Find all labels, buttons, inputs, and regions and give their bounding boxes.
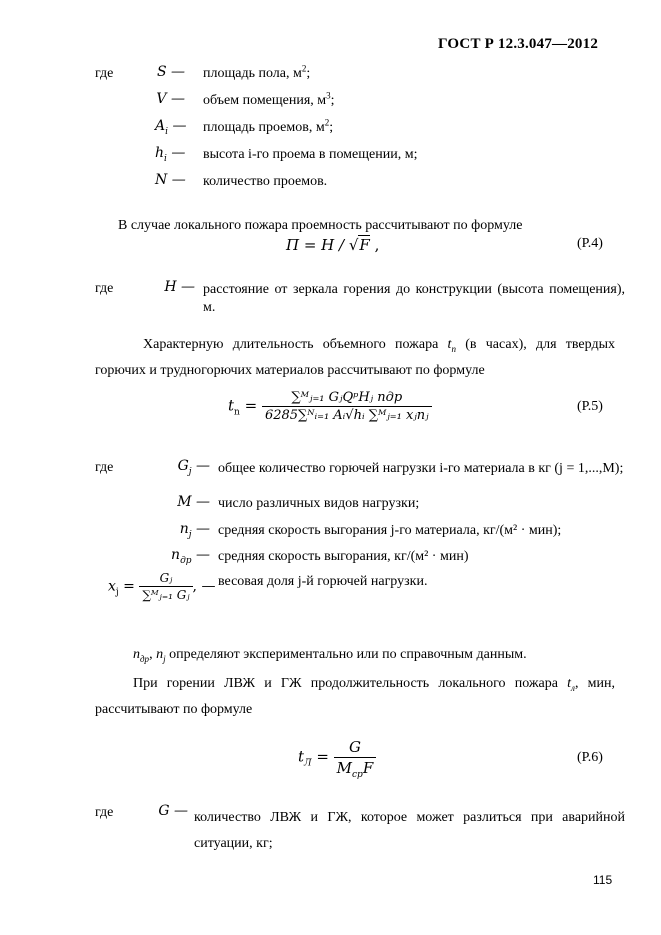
legend-text-xj: весовая доля j-й горючей нагрузки. bbox=[218, 574, 428, 589]
where-label: где bbox=[95, 805, 114, 820]
legend-symbol-n: N — bbox=[155, 172, 186, 188]
legend-text-a: площадь проемов, $м^2$; bbox=[203, 117, 334, 135]
legend-text-gj: общее количество горючей нагрузки i-го материала в кг (j = 1,...,M); bbox=[218, 461, 624, 476]
formula-p5-denominator: 6285∑ᴺᵢ₌₁ Aᵢ√hᵢ ∑ᴹⱼ₌₁ xⱼnⱼ bbox=[262, 406, 432, 423]
paragraph-experimental: $n_{др}$, $n_j$ определяют экспериментально или по справочным данным. bbox=[133, 647, 527, 664]
formula-p6: $t_Л$ = $\frac{G}{M_{ср}F}$ bbox=[298, 738, 376, 777]
legend-symbol-m: M — bbox=[177, 494, 210, 510]
where-label: где bbox=[95, 66, 114, 81]
legend-symbol-g: G — bbox=[158, 803, 188, 819]
document-header: ГОСТ Р 12.3.047—2012 bbox=[438, 36, 599, 52]
where-label: где bbox=[95, 281, 114, 296]
legend-symbol-h-distance: H — bbox=[164, 279, 195, 295]
legend-symbol-v: V — bbox=[156, 91, 185, 107]
equation-number-p5: (Р.5) bbox=[577, 399, 603, 414]
legend-text-m: число различных видов нагрузки; bbox=[218, 496, 420, 511]
legend-text-ndr: средняя скорость выгорания, кг/(м² · мин) bbox=[218, 549, 469, 564]
legend-text-n: количество проемов. bbox=[203, 174, 328, 189]
paragraph-local-fire: В случае локального пожара проемность рассчитывают по формуле bbox=[118, 218, 523, 233]
legend-text-v: объем помещения, $м^3$; bbox=[203, 90, 335, 108]
equation-number-p6: (Р.6) bbox=[577, 750, 603, 765]
legend-symbol-gj: $G_j$ — bbox=[177, 458, 210, 477]
legend-text-s: площадь пола, $м^2$; bbox=[203, 63, 311, 81]
legend-text-g: количество ЛВЖ и ГЖ, которое может разлиться при аварийной ситуации, кг; bbox=[194, 810, 625, 851]
formula-p5-numerator: ∑ᴹⱼ₌₁ GⱼQᵖHⱼ nдр bbox=[291, 390, 403, 405]
legend-formula-xj: $x_j$ = $\frac{\text{Gⱼ}}{\text{∑ᴹⱼ₌₁ Gⱼ}}$ , — bbox=[108, 571, 216, 602]
legend-symbol-ndr: $n_{др}$ — bbox=[171, 547, 210, 566]
legend-symbol-nj: $n_j$ — bbox=[179, 521, 210, 540]
legend-symbol-s: S — bbox=[156, 64, 185, 80]
page-number: 115 bbox=[593, 873, 613, 887]
formula-p5: $t_n$ = $\frac{\text{∑ᴹⱼ₌₁ GⱼQᵖHⱼ nдр}}{\text{6285∑ᴺᵢ₌₁ Aᵢ√hᵢ ∑ᴹⱼ₌₁ xⱼnⱼ}}$ bbox=[228, 390, 432, 423]
where-label: где bbox=[95, 460, 114, 475]
paragraph-volume-fire-duration: Характерную длительность объемного пожара $t_n$ (в часах), для твердых горючих и трудногорючих материалов рассчитывают по формуле bbox=[95, 337, 615, 378]
paragraph-lvzh-duration: При горении ЛВЖ и ГЖ продолжительность локального пожара $t_л$, мин, рассчитывают по формуле bbox=[95, 676, 616, 717]
legend-symbol-h: $h_i$ — bbox=[155, 145, 186, 164]
formula-p4: П = H / √F , bbox=[286, 236, 380, 254]
legend-text-h: высота i-го проема в помещении, м; bbox=[203, 147, 418, 162]
equation-number-p4: (Р.4) bbox=[577, 236, 603, 251]
legend-text-nj: средняя скорость выгорания j-го материала, кг/(м² · мин); bbox=[218, 523, 562, 538]
legend-symbol-a: $A_i$ — bbox=[155, 118, 187, 137]
legend-text-h-distance: расстояние от зеркала горения до конструкции (высота помещения), м. bbox=[203, 282, 625, 315]
